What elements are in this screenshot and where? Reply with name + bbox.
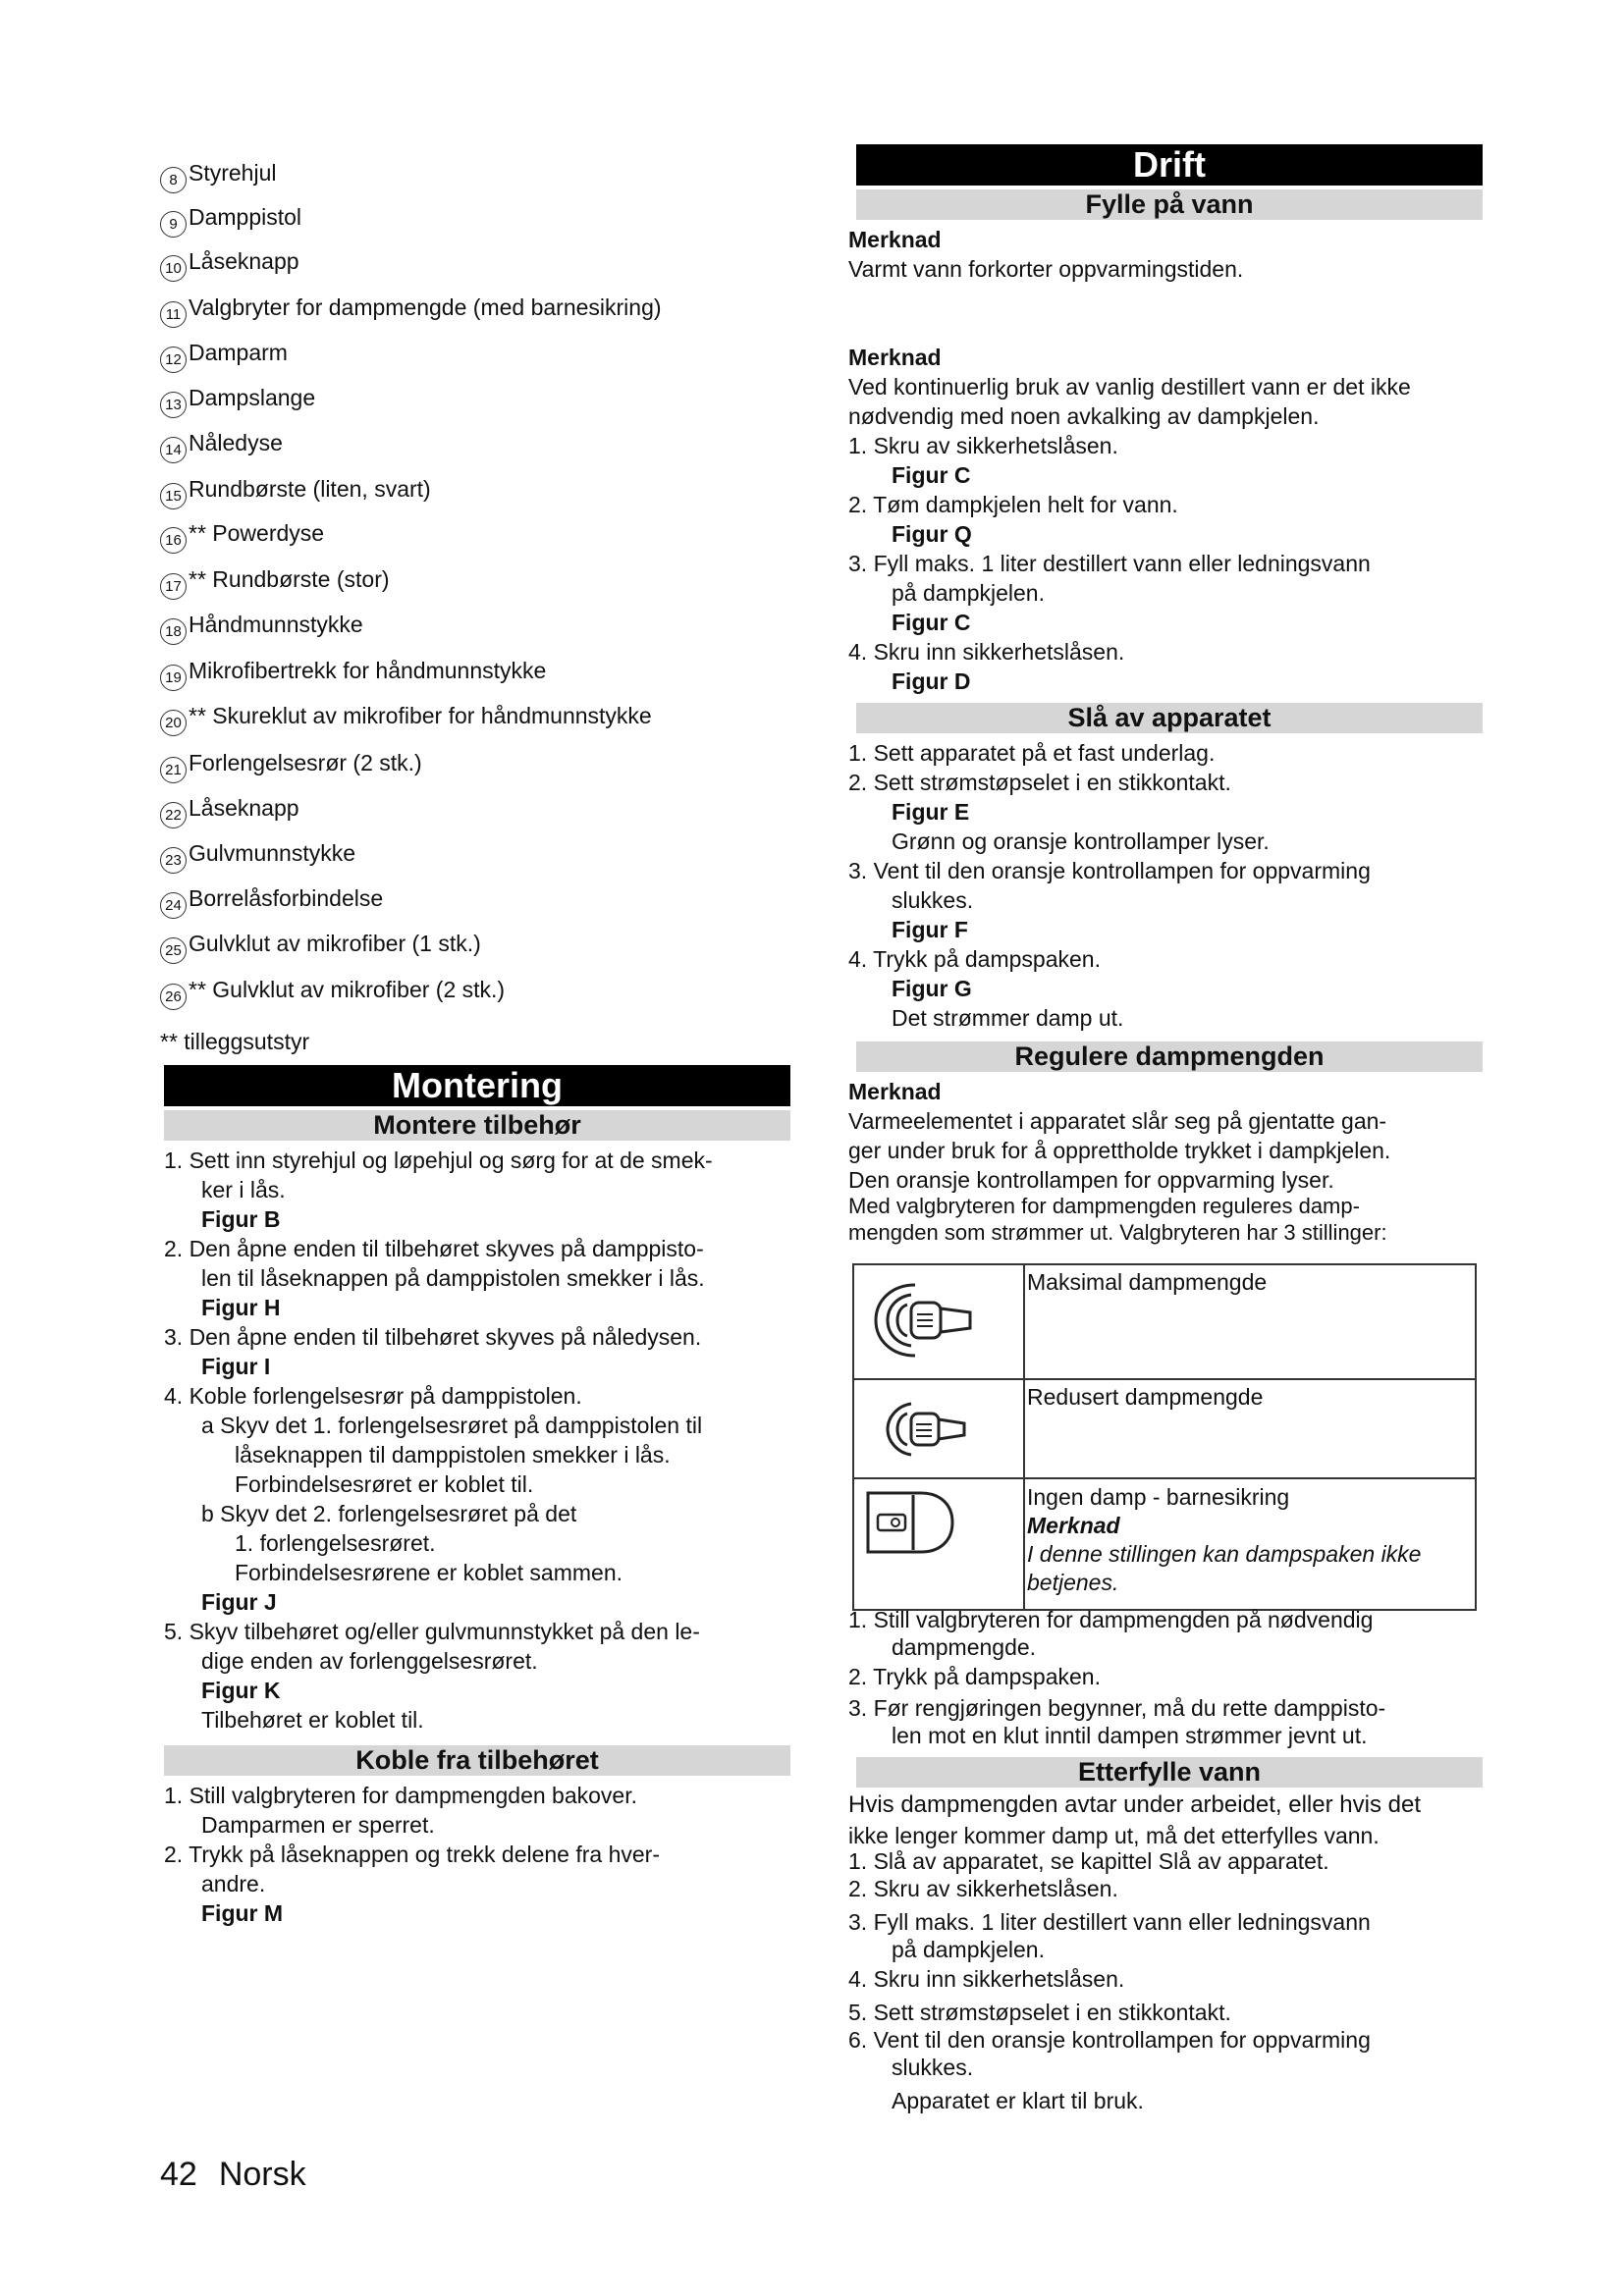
fylle-step-2: 2. Tøm dampkjelen helt for vann. <box>848 492 1178 517</box>
etterfylle-step-3-cont: på dampkjelen. <box>892 1937 1045 1962</box>
fylle-step-1: 1. Skru av sikkerhetslåsen. <box>848 433 1118 458</box>
montering-step-4b: b Skyv det 2. forlengelsesrøret på det <box>201 1501 577 1526</box>
part-item <box>160 384 315 418</box>
note-text-cont: nødvendig med noen avkalking av dampkjelen. <box>848 403 1320 429</box>
part-label: Låseknapp <box>189 248 299 274</box>
montering-step-5: 5. Skyv tilbehøret og/eller gulvmunnstykket på den le- <box>164 1619 700 1644</box>
montering-step-2-cont: len til låseknappen på damppistolen smekker i lås. <box>201 1265 705 1291</box>
part-item <box>160 976 505 1010</box>
montering-step-1-cont: ker i lås. <box>201 1177 286 1202</box>
subsection-montere-tilbehor: Montere tilbehør <box>164 1110 790 1141</box>
part-item <box>160 884 383 919</box>
montering-step-4a: a Skyv det 1. forlengelsesrøret på damppistolen til <box>201 1413 703 1438</box>
note-text: Varmt vann forkorter oppvarmingstiden. <box>848 256 1244 282</box>
koble-step-1: 1. Still valgbryteren for dampmengden bakover. <box>164 1783 637 1808</box>
regulere-step-2: 2. Trykk på dampspaken. <box>848 1664 1101 1689</box>
montering-step-2: 2. Den åpne enden til tilbehøret skyves på damppisto- <box>164 1236 704 1261</box>
fylle-step-3: 3. Fyll maks. 1 liter destillert vann eller ledningsvann <box>848 551 1371 576</box>
selector-row-max <box>853 1264 1476 1379</box>
part-number-badge: 20 <box>160 710 187 736</box>
regulere-step-3-cont: len mot en klut inntil dampen strømmer jevnt ut. <box>892 1723 1368 1748</box>
note-label: Merknad <box>1027 1513 1120 1538</box>
part-number-badge: 23 <box>160 847 187 874</box>
subsection-etterfylle: Etterfylle vann <box>856 1757 1483 1788</box>
sla-step-2: 2. Sett strømstøpselet i en stikkontakt. <box>848 770 1231 795</box>
figure-ref: Figur D <box>892 668 971 694</box>
montering-step-4a-result: Forbindelsesrøret er koblet til. <box>235 1471 534 1497</box>
koble-step-2: 2. Trykk på låseknappen og trekk delene fra hver- <box>164 1842 661 1867</box>
part-item <box>160 839 355 874</box>
part-label: Mikrofibertrekk for håndmunnstykke <box>189 658 547 683</box>
note-text-cont: Med valgbryteren for dampmengden reguleres damp- <box>848 1194 1360 1218</box>
koble-step-2-cont: andre. <box>201 1871 266 1896</box>
part-number-badge: 9 <box>160 211 187 238</box>
steam-max-icon <box>853 1264 1024 1379</box>
part-number-badge: 26 <box>160 984 187 1010</box>
part-label: Damppistol <box>189 204 302 230</box>
selector-row-reduced <box>853 1379 1476 1478</box>
part-label: Valgbryter for dampmengde (med barnesikring) <box>189 294 662 320</box>
etterfylle-step-3: 3. Fyll maks. 1 liter destillert vann eller ledningsvann <box>848 1909 1371 1935</box>
etterfylle-step-4: 4. Skru inn sikkerhetslåsen. <box>848 1966 1125 1992</box>
part-item <box>160 294 662 328</box>
sla-step-3: 3. Vent til den oransje kontrollampen for oppvarming <box>848 858 1371 883</box>
part-label: Gulvklut av mikrofiber (1 stk.) <box>189 931 481 956</box>
part-item <box>160 702 652 736</box>
part-number-badge: 15 <box>160 483 187 509</box>
etterfylle-step-6-result: Apparatet er klart til bruk. <box>892 2088 1144 2113</box>
figure-ref: Figur F <box>892 917 968 942</box>
figure-ref: Figur C <box>892 462 971 488</box>
part-item <box>160 565 390 600</box>
part-label: Forlengelsesrør (2 stk.) <box>189 750 422 775</box>
part-item <box>160 159 276 193</box>
sla-step-4: 4. Trykk på dampspaken. <box>848 946 1101 972</box>
part-number-badge: 11 <box>160 301 187 328</box>
montering-step-3: 3. Den åpne enden til tilbehøret skyves på nåledysen. <box>164 1324 702 1350</box>
montering-step-4a-cont: låseknappen til damppistolen smekker i lås. <box>235 1442 671 1468</box>
figure-ref: Figur E <box>892 799 970 825</box>
part-number-badge: 17 <box>160 573 187 600</box>
part-number-badge: 12 <box>160 347 187 373</box>
montering-step-4: 4. Koble forlengelsesrør på damppistolen. <box>164 1383 582 1409</box>
fylle-step-3-cont: på dampkjelen. <box>892 580 1045 606</box>
selector-label-none: Ingen damp - barnesikring <box>1027 1484 1290 1510</box>
figure-ref: Figur J <box>201 1589 277 1615</box>
part-item <box>160 657 546 691</box>
part-item <box>160 203 301 238</box>
subsection-sla-av: Slå av apparatet <box>856 703 1483 733</box>
note-label: Merknad <box>848 227 942 252</box>
regulere-step-3: 3. Før rengjøringen begynner, må du rette damppisto- <box>848 1695 1386 1721</box>
montering-step-5-cont: dige enden av forlenggelsesrøret. <box>201 1648 538 1674</box>
fylle-step-4: 4. Skru inn sikkerhetslåsen. <box>848 639 1125 665</box>
part-item <box>160 475 431 509</box>
selector-row-none <box>853 1478 1476 1610</box>
note-label: Merknad <box>848 345 942 370</box>
part-item <box>160 247 299 282</box>
koble-step-1-result: Damparmen er sperret. <box>201 1812 435 1838</box>
montering-step-5-result: Tilbehøret er koblet til. <box>201 1707 424 1733</box>
subsection-koble-fra: Koble fra tilbehøret <box>164 1745 790 1776</box>
steam-reduced-icon <box>853 1379 1024 1478</box>
part-item <box>160 611 363 645</box>
note-text-cont: Den oransje kontrollampen for oppvarming lyser. <box>848 1167 1334 1193</box>
sla-step-4-result: Det strømmer damp ut. <box>892 1005 1124 1031</box>
montering-step-1: 1. Sett inn styrehjul og løpehjul og sørg for at de smek- <box>164 1148 713 1173</box>
selector-table <box>852 1263 1477 1611</box>
figure-ref: Figur M <box>201 1900 284 1926</box>
part-label: ** Skureklut av mikrofiber for håndmunnstykke <box>189 703 652 728</box>
part-label: ** Powerdyse <box>189 520 325 546</box>
part-number-badge: 24 <box>160 892 187 919</box>
sla-step-3-cont: slukkes. <box>892 887 974 913</box>
regulere-step-1: 1. Still valgbryteren for dampmengden på nødvendig <box>848 1607 1374 1632</box>
part-number-badge: 13 <box>160 392 187 418</box>
figure-ref: Figur B <box>201 1206 281 1232</box>
part-label: Nåledyse <box>189 430 283 455</box>
part-label: Dampslange <box>189 385 316 410</box>
note-text-cont: ger under bruk for å opprettholde trykket i dampkjelen. <box>848 1138 1391 1163</box>
part-number-badge: 16 <box>160 527 187 554</box>
etterfylle-intro-cont: ikke lenger kommer damp ut, må det etterfylles vann. <box>848 1823 1380 1848</box>
part-label: ** Rundbørste (stor) <box>189 566 390 592</box>
part-label: Håndmunnstykke <box>189 612 363 637</box>
part-item <box>160 519 324 554</box>
sla-step-2-result: Grønn og oransje kontrollamper lyser. <box>892 828 1270 854</box>
child-lock-icon <box>853 1478 1024 1610</box>
montering-step-4b-cont: 1. forlengelsesrøret. <box>235 1530 436 1556</box>
note-label: Merknad <box>848 1079 942 1104</box>
figure-ref: Figur G <box>892 976 972 1001</box>
part-label: Rundbørste (liten, svart) <box>189 476 431 502</box>
part-label: Låseknapp <box>189 795 299 821</box>
selector-label-reduced: Redusert dampmengde <box>1024 1379 1476 1478</box>
part-item <box>160 794 299 828</box>
note-text-cont: betjenes. <box>1027 1570 1119 1595</box>
part-number-badge: 21 <box>160 757 187 783</box>
part-number-badge: 22 <box>160 802 187 828</box>
etterfylle-step-1: 1. Slå av apparatet, se kapittel Slå av apparatet. <box>848 1848 1329 1874</box>
sla-step-1: 1. Sett apparatet på et fast underlag. <box>848 740 1216 766</box>
montering-step-4b-result: Forbindelsesrørene er koblet sammen. <box>235 1560 623 1585</box>
etterfylle-step-5: 5. Sett strømstøpselet i en stikkontakt. <box>848 2000 1231 2025</box>
part-item <box>160 339 288 373</box>
figure-ref: Figur H <box>201 1295 281 1320</box>
part-number-badge: 14 <box>160 437 187 463</box>
figure-ref: Figur Q <box>892 521 972 547</box>
note-text-cont: mengden som strømmer ut. Valgbryteren har 3 stillinger: <box>848 1220 1387 1245</box>
regulere-step-1-cont: dampmengde. <box>892 1634 1037 1660</box>
extra-note: ** tilleggsutstyr <box>160 1029 310 1054</box>
part-number-badge: 25 <box>160 937 187 964</box>
etterfylle-step-2: 2. Skru av sikkerhetslåsen. <box>848 1876 1118 1901</box>
part-number-badge: 18 <box>160 618 187 645</box>
subsection-regulere: Regulere dampmengden <box>856 1041 1483 1072</box>
selector-label-max: Maksimal dampmengde <box>1024 1264 1476 1379</box>
part-item <box>160 930 481 964</box>
etterfylle-step-6: 6. Vent til den oransje kontrollampen for oppvarming <box>848 2027 1371 2053</box>
part-number-badge: 19 <box>160 665 187 691</box>
subsection-fylle-pa-vann: Fylle på vann <box>856 189 1483 220</box>
etterfylle-step-6-cont: slukkes. <box>892 2055 974 2080</box>
note-text: Varmeelementet i apparatet slår seg på gjentatte gan- <box>848 1108 1387 1134</box>
figure-ref: Figur I <box>201 1354 271 1379</box>
section-title-drift: Drift <box>856 144 1483 186</box>
part-label: Damparm <box>189 340 288 365</box>
figure-ref: Figur C <box>892 610 971 635</box>
section-title-montering: Montering <box>164 1065 790 1106</box>
part-item <box>160 749 422 783</box>
part-number-badge: 8 <box>160 167 187 193</box>
part-label: Styrehjul <box>189 160 277 186</box>
etterfylle-intro: Hvis dampmengden avtar under arbeidet, eller hvis det <box>848 1791 1421 1818</box>
part-item <box>160 429 283 463</box>
selector-cell-none <box>1024 1478 1476 1610</box>
footer-language: Norsk <box>218 2156 306 2193</box>
part-number-badge: 10 <box>160 255 187 282</box>
part-label: Borrelåsforbindelse <box>189 885 384 911</box>
part-label: Gulvmunnstykke <box>189 840 356 866</box>
page-number: 42 <box>160 2156 197 2193</box>
part-label: ** Gulvklut av mikrofiber (2 stk.) <box>189 977 506 1002</box>
note-text: I denne stillingen kan dampspaken ikke <box>1027 1541 1422 1567</box>
note-text: Ved kontinuerlig bruk av vanlig destillert vann er det ikke <box>848 374 1411 400</box>
page-footer <box>160 2156 306 2194</box>
figure-ref: Figur K <box>201 1678 281 1703</box>
